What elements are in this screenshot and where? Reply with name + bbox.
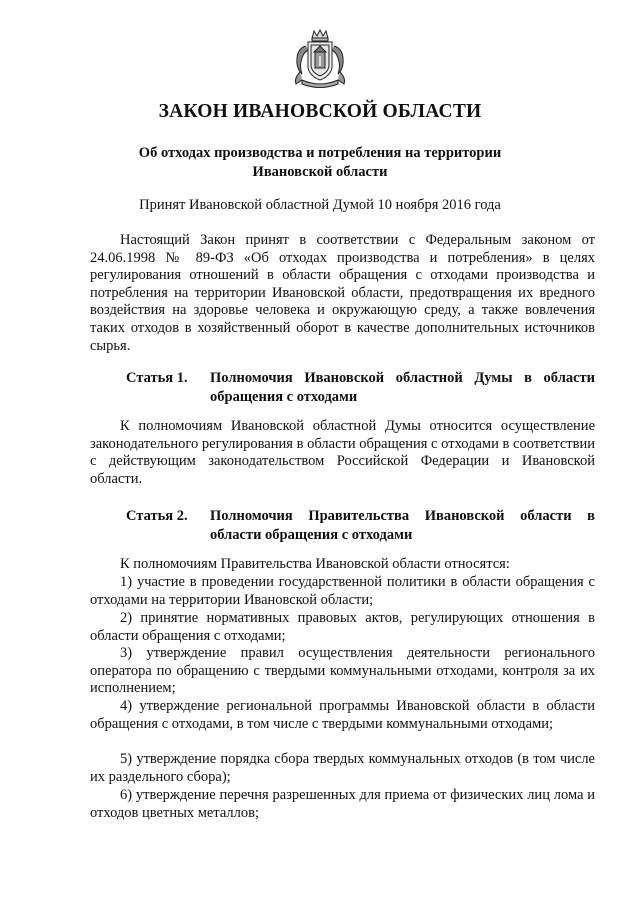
list-item: 5) утверждение порядка сбора твердых коммунальных отходов (в том числе их раздельного сбора); <box>90 751 595 785</box>
article-2-number: Статья 2. <box>126 508 188 524</box>
article-2-title: Полномочия Правительства Ивановской области в области обращения с отходами <box>210 508 595 543</box>
law-subtitle <box>0 144 640 182</box>
law-title: ЗАКОН ИВАНОВСКОЙ ОБЛАСТИ <box>158 101 482 122</box>
list-item: 3) утверждение правил осуществления деятельности регионального оператора по обращению с твердыми коммунальными отходами, контроля за их исполнением; <box>90 645 595 697</box>
list-item: 6) утверждение перечня разрешенных для приема от физических лиц лома и отходов цветных металлов; <box>90 787 595 821</box>
article-2-heading <box>126 507 595 545</box>
article-1-number: Статья 1. <box>126 370 188 386</box>
law-subtitle-line2: Ивановской области <box>252 164 388 180</box>
article-1-text: К полномочиям Ивановской областной Думы относится осуществление законодательного регулирования в области обращения с отходами в соответствии с действующим законодательством Российской Федерации и Ивановской области. <box>90 418 595 487</box>
article-2-lead: К полномочиям Правительства Ивановской области относятся: <box>120 556 510 572</box>
list-item: 2) принятие нормативных правовых актов, регулирующих отношения в области обращения с отходами; <box>90 610 595 644</box>
adoption-note: Принят Ивановской областной Думой 10 ноября 2016 года <box>139 197 501 213</box>
law-subtitle-line1: Об отходах производства и потребления на территории <box>138 145 502 161</box>
coat-of-arms-icon <box>290 28 350 90</box>
intro-paragraph: Настоящий Закон принят в соответствии с Федеральным законом от 24.06.1998 № 89-ФЗ «Об отходах производства и потребления» в целях регулирования отношений в области обращения с отходами производства и потребления на территории Ивановской области, предотвращения их вредного воздействия на здоровье человека и окружающую среду, а также вовлечения таких отходов в хозяйственный оборот в качестве дополнительных источников сырья. <box>90 232 595 354</box>
article-1-heading <box>126 369 595 407</box>
list-item: 4) утверждение региональной программы Ивановской области в области обращения с отходами, в том числе с твердыми коммунальными отходами; <box>90 698 595 732</box>
article-1-title: Полномочия Ивановской областной Думы в области обращения с отходами <box>210 370 595 405</box>
list-item: 1) участие в проведении государственной политики в области обращения с отходами на территории Ивановской области; <box>90 574 595 608</box>
